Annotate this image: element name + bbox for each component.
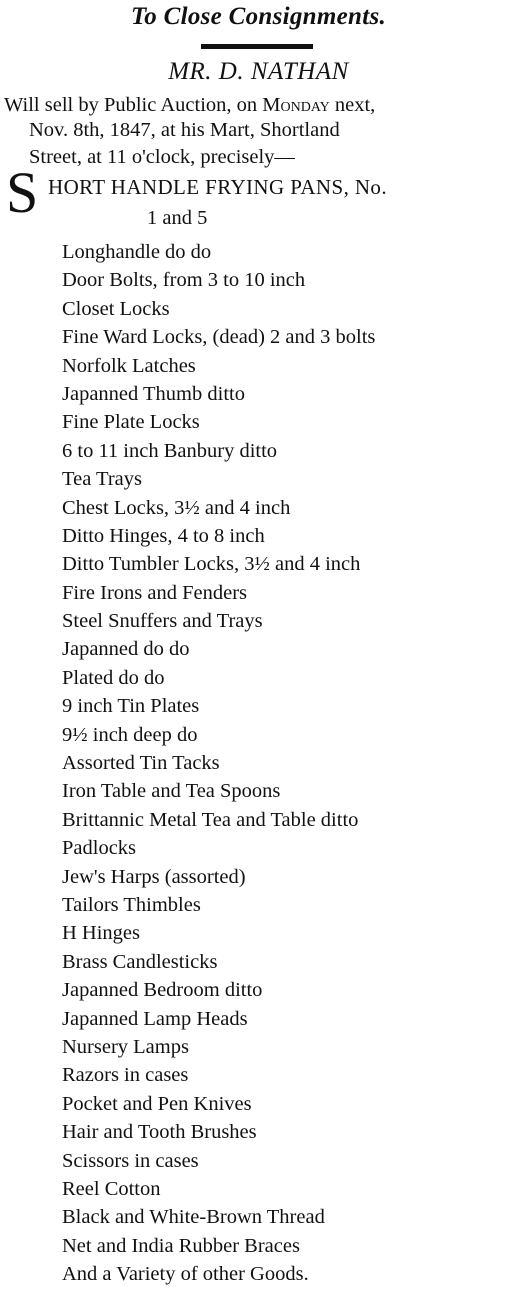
notice-day: Monday [262, 94, 330, 116]
list-item: Japanned Bedroom ditto [62, 979, 263, 1002]
notice-line-2: Nov. 8th, 1847, at his Mart, Shortland [29, 119, 340, 141]
notice-line-3: Street, at 11 o'clock, precisely— [29, 146, 295, 168]
list-item: Padlocks [62, 837, 137, 860]
list-item: Brass Candlesticks [62, 950, 218, 973]
auctioneer-name: MR. D. NATHAN [168, 58, 349, 85]
lead-item: HORT HANDLE FRYING PANS, No. [48, 175, 387, 199]
list-item: 6 to 11 inch Banbury ditto [62, 439, 278, 462]
list-item: Tailors Thimbles [62, 893, 201, 916]
heading-rule [201, 44, 313, 49]
list-item: Brittannic Metal Tea and Table ditto [62, 808, 359, 831]
list-item: Reel Cotton [62, 1177, 161, 1200]
lead-item-continuation: 1 and 5 [147, 207, 208, 229]
list-item: 9 inch Tin Plates [62, 695, 200, 718]
list-item: Longhandle do do [62, 241, 212, 263]
heading: To Close Consignments. [130, 3, 387, 30]
list-item: Fine Ward Locks, (dead) 2 and 3 bolts [62, 326, 376, 349]
list-item: Ditto Tumbler Locks, 3½ and 4 inch [62, 553, 361, 576]
list-item: Ditto Hinges, 4 to 8 inch [62, 524, 265, 547]
list-item: Plated do do [62, 666, 165, 689]
list-item: Razors in cases [62, 1064, 189, 1087]
list-item: Steel Snuffers and Trays [62, 610, 263, 633]
list-item: Tea Trays [62, 468, 142, 491]
notice-text: Will sell by Public Auction, on [4, 94, 258, 116]
list-item: Net and India Rubber Braces [62, 1234, 300, 1257]
list-item: Fine Plate Locks [62, 411, 200, 434]
list-item: Norfolk Latches [62, 354, 196, 377]
item-list [62, 238, 375, 1288]
list-item: Fire Irons and Fenders [62, 581, 248, 604]
list-item: 9½ inch deep do [62, 723, 198, 746]
list-item: Chest Locks, 3½ and 4 inch [62, 496, 291, 519]
notice-text: next, [334, 94, 376, 116]
list-item: Jew's Harps (assorted) [62, 865, 246, 888]
drop-cap: S [6, 160, 39, 225]
list-item: Door Bolts, from 3 to 10 inch [62, 269, 306, 292]
list-item: Iron Table and Tea Spoons [62, 780, 281, 803]
notice-line-1 [4, 92, 375, 118]
list-item: Black and White-Brown Thread [62, 1206, 325, 1229]
list-item: Closet Locks [62, 297, 170, 320]
list-item: Pocket and Pen Knives [62, 1092, 252, 1115]
list-item: Nursery Lamps [62, 1035, 189, 1058]
list-item: Hair and Tooth Brushes [62, 1121, 257, 1144]
list-item: Japanned do do [62, 638, 190, 661]
list-item: Japanned Lamp Heads [62, 1007, 248, 1030]
list-item: H Hinges [62, 922, 141, 945]
list-item: And a Variety of other Goods. [62, 1263, 309, 1286]
list-item: Scissors in cases [62, 1149, 199, 1172]
list-item: Japanned Thumb ditto [62, 382, 245, 405]
list-item: Assorted Tin Tacks [62, 752, 220, 775]
